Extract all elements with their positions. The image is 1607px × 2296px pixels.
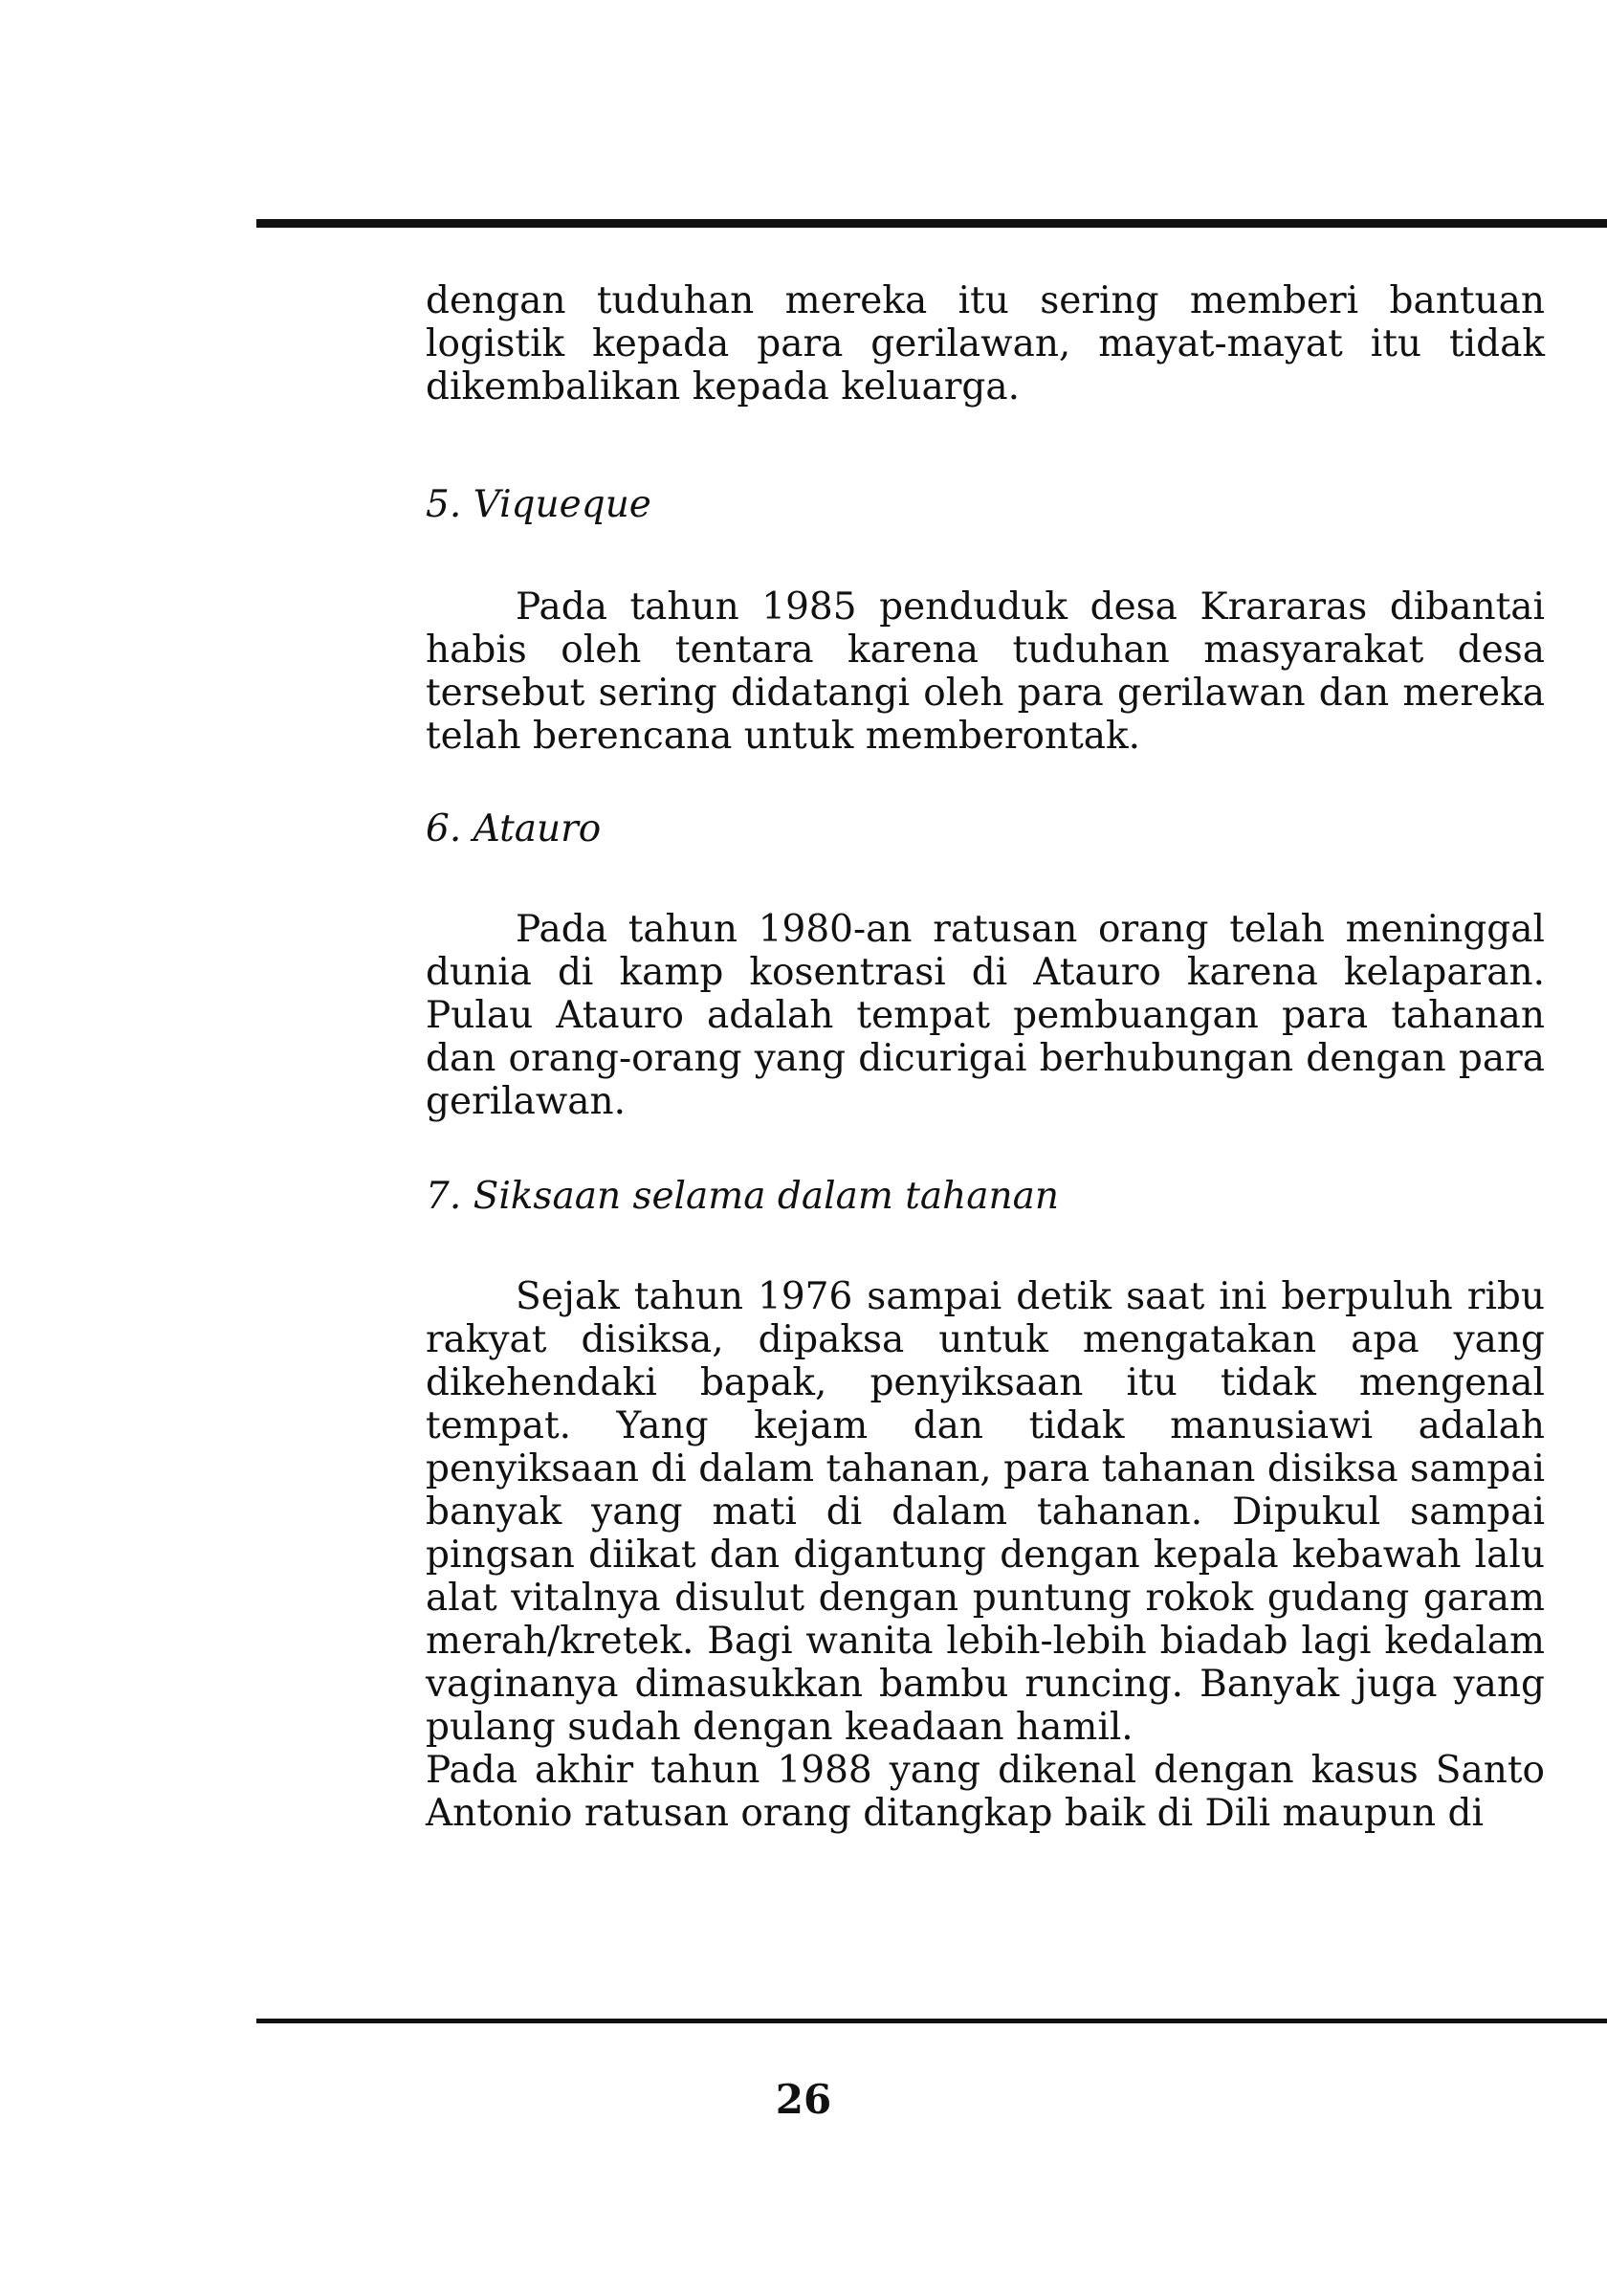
section-paragraph-atauro: Pada tahun 1980-an ratusan orang telah meninggal dunia di kamp kosentrasi di Atauro karena kelaparan. Pulau Atauro adalah tempat pembuangan para tahanan dan orang-orang yang dicurigai berhubungan dengan para gerilawan. [426, 908, 1545, 1123]
section-paragraph-siksaan: Sejak tahun 1976 sampai detik saat ini berpuluh ribu rakyat disiksa, dipaksa untuk mengatakan apa yang dikehendaki bapak, penyiksaan itu tidak mengenal tempat. Yang kejam dan tidak manusiawi adalah penyiksaan di dalam tahanan, para tahanan disiksa sampai banyak yang mati di dalam tahanan. Dipukul sampai pingsan diikat dan digantung dengan kepala kebawah lalu alat vitalnya disulut dengan puntung rokok gudang garam merah/kretek. Bagi wanita lebih-lebih biadab lagi kedalam vaginanya dimasukkan bambu runcing. Banyak juga yang pulang sudah dengan keadaan hamil. [426, 1275, 1545, 1749]
page-body [426, 279, 1545, 1835]
page-number: 26 [775, 2076, 832, 2123]
section-heading-viqueque: 5. Viqueque [426, 483, 651, 526]
section-continuation-paragraph: Pada akhir tahun 1988 yang dikenal dengan kasus Santo Antonio ratusan orang ditangkap baik di Dili maupun di [426, 1749, 1545, 1835]
section-heading-siksaan: 7. Siksaan selama dalam tahanan [426, 1175, 1060, 1218]
top-rule [256, 219, 1607, 228]
section-heading-atauro: 6. Atauro [426, 807, 602, 850]
intro-paragraph: dengan tuduhan mereka itu sering memberi bantuan logistik kepada para gerilawan, mayat-mayat itu tidak dikembalikan kepada keluarga. [426, 279, 1545, 408]
bottom-rule [256, 2019, 1607, 2023]
section-paragraph-viqueque: Pada tahun 1985 penduduk desa Krararas dibantai habis oleh tentara karena tuduhan masyarakat desa tersebut sering didatangi oleh para gerilawan dan mereka telah berencana untuk memberontak. [426, 585, 1545, 758]
